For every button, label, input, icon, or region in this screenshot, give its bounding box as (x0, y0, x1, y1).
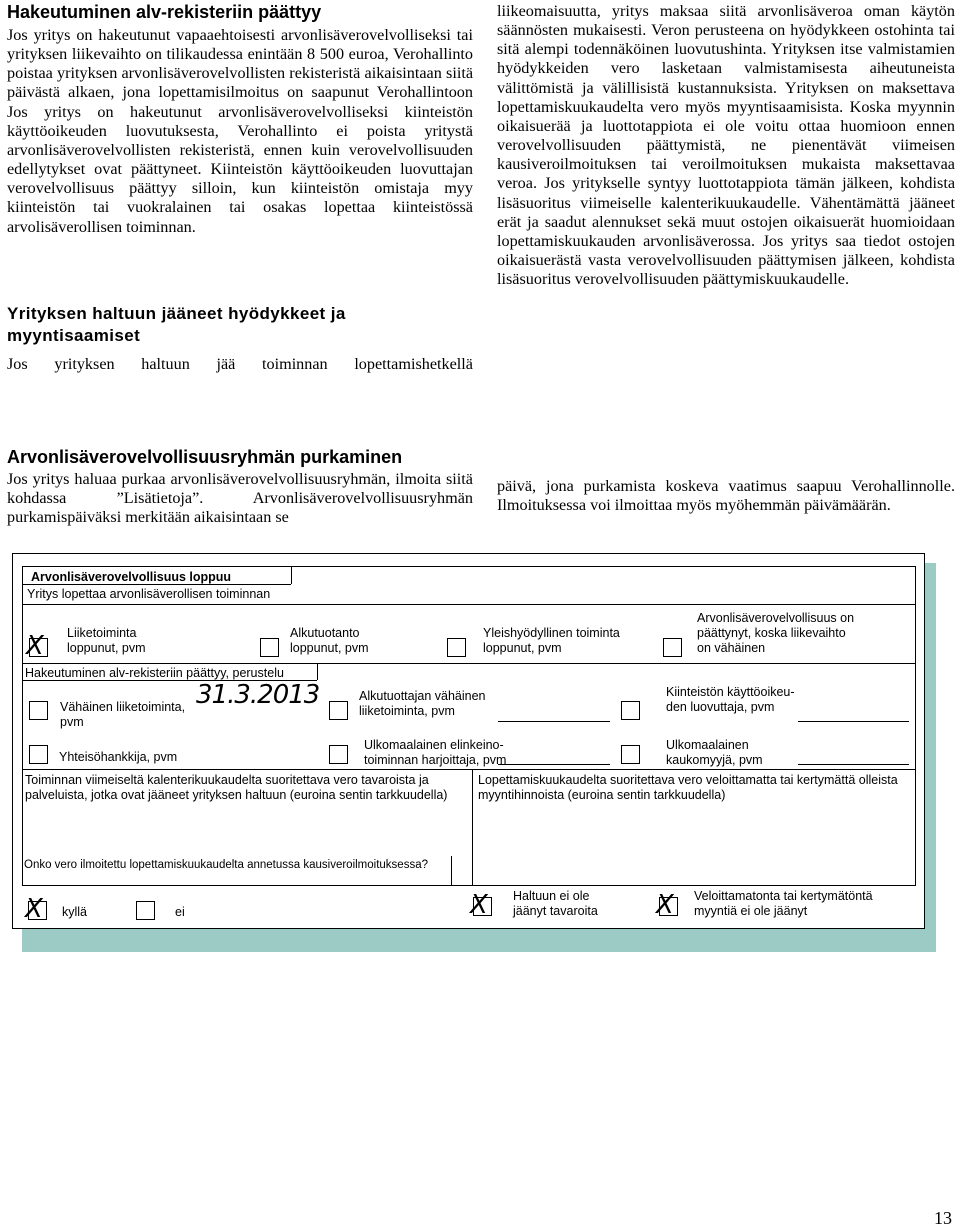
label-small-turnover: Arvonlisäverovelvollisuus on päättynyt, koska liikevaihto on vähäinen (697, 611, 855, 655)
checkbox-eu-acquirer[interactable] (29, 745, 48, 764)
form-subtitle: Yritys lopettaa arvonlisäverollisen toiminnan (27, 587, 271, 601)
label-no-goods-retained: Haltuun ei ole jäänyt tavaroita (513, 889, 598, 918)
checkbox-property-use-transferor[interactable] (621, 701, 640, 720)
checkbox-small-turnover[interactable] (663, 638, 682, 657)
form-inner (22, 566, 916, 886)
form-title-divider (23, 584, 291, 585)
checkbox-foreign-distance-seller[interactable] (621, 745, 640, 764)
section-title-registration-ends: Hakeutuminen alv-rekisteriin päättyy (7, 2, 322, 22)
reason-header (23, 663, 915, 681)
label-minor-business: Vähäinen liiketoiminta, pvm (60, 700, 186, 729)
tax-divider-v (472, 769, 473, 885)
paragraph-registration-ends: Jos yritys on hakeutunut vapaaehtoisesti arvonlisäverovelvolliseksi tai yrityksen liikevaihto on tilikaudessa enintään 8 500 euroa, Verohallinto poistaa yrityksen arvonlisäverovelvollisten rekisteristä aikaisintaan siitä päivästä alkaen, jona lopettamisilmoitus on saapunut Verohallintoon Jos yritys on hakeutunut arvonlisäverovelvolliseksi kiinteistön käyttöoikeuden luovutuksesta, Verohallinto ei poista yritystä arvonlisäverovelvollisten rekisteristä, ennen kuin verovelvollisuuden edellytykset ovat päättyneet. Kiinteistön käyttöoikeuden luovuttajan verovelvollisuus päättyy silloin, kun kiinteistön omistaja myy kiinteistön tai vuokralainen tai osakas lopettaa kiinteistössä arvolisäverollisen toiminnan. (7, 26, 473, 236)
label-business-ended: Liiketoiminta loppunut, pvm (67, 626, 146, 655)
tax-divider (23, 769, 915, 770)
section-title-assets: Yrityksen haltuun jääneet hyödykkeet ja myyntisaamiset (7, 304, 346, 345)
reason-title: Hakeutuminen alv-rekisteriin päättyy, perustelu (25, 666, 284, 680)
section-title-group-dissolution: Arvonlisäverovelvollisuusryhmän purkaminen (7, 447, 403, 467)
reason-divider-v (317, 664, 318, 680)
x-mark: X (26, 631, 44, 661)
label-property-use-transferor: Kiinteistön käyttöoikeu- den luovuttaja, pvm (666, 685, 795, 714)
label-foreign-distance-seller: Ulkomaalainen kaukomyyjä, pvm (666, 738, 763, 767)
foreign-distance-seller-date-line[interactable] (798, 764, 909, 765)
form-title-divider-v (291, 567, 292, 584)
checkbox-foreign-trader[interactable] (329, 745, 348, 764)
form-header (23, 567, 915, 605)
property-use-transferor-date-line[interactable] (798, 721, 909, 722)
checkbox-minor-primary-production[interactable] (329, 701, 348, 720)
x-mark-yes: X (25, 894, 43, 924)
minor-primary-production-date-line[interactable] (498, 721, 610, 722)
field-tax-last-month[interactable]: Toiminnan viimeiseltä kalenterikuukaudelta suoritettava vero tavaroista ja palveluista, jotka ovat jääneet yrityksen haltuun (euroina sentin tarkkuudella) (25, 773, 448, 802)
x-mark-no-unbilled: X (656, 890, 674, 920)
foreign-trader-date-line[interactable] (498, 764, 610, 765)
checkbox-yes[interactable] (25, 894, 47, 924)
label-eu-acquirer: Yhteisöhankkija, pvm (59, 750, 178, 764)
page-number: 13 (934, 1208, 952, 1228)
label-no-unbilled-sales: Veloittamatonta tai kertymätöntä myyntiä ei ole jäänyt (694, 889, 873, 918)
paragraph-group-right: päivä, jona purkamista koskeva vaatimus saapuu Verohallinnolle. Ilmoituksessa voi ilmoittaa myös myöhemmän päivämäärän. (497, 477, 955, 515)
paragraph-assets-right: liikeomaisuutta, yritys maksaa siitä arvonlisäveroa oman käytön säännösten mukaisesti. Veron perusteena on hyödykkeen ostohinta tai sitä alempi todennäköinen luovutushinta. Yrityksen itse valmistamien hyödykkeiden vero lasketaan valmistamisesta aiheutuneista välittömistä ja välillisistä kustannuksista. Yrityksen on maksettava lopettamiskuukaudelta vero myös myyntisaamisista. Koska myynnin oikaisuerää ja luottotappiota ei ole voitu ottaa huomioon ennen verovelvollisuuden päättymistä, ne pienentävät viimeisen kausiveroilmoituksen tai veroilmoituksen mukaista maksettavaa veroa. Jos yritykselle syntyy luottotappiota tämän jälkeen, kohdista lisäsuoritus viimeiselle kalenterikuukaudelle. Vähentämättä jääneet erät ja saadut alennukset sekä muut ostojen oikaisuerät huomioidaan lopettamiskuukauden arvonlisäverossa. Jos yritys saa tiedot ostojen oikaisuerästä vasta verovelvollisuuden päättymisen jälkeen, kohdista lisäsuoritus verovelvollisuuden päättymiskuukaudelle. (497, 2, 955, 289)
label-yes: kyllä (62, 905, 88, 919)
form-title: Arvonlisäverovelvollisuus loppuu (31, 570, 232, 584)
checkbox-nonprofit-ended[interactable] (447, 638, 466, 657)
checkbox-no[interactable] (136, 901, 155, 920)
label-no: ei (175, 905, 185, 919)
label-primary-production-ended: Alkutuotanto loppunut, pvm (290, 626, 369, 655)
checkbox-minor-business[interactable] (29, 701, 48, 720)
field-tax-untaxed-sales[interactable]: Lopettamiskuukaudelta suoritettava vero veloittamatta tai kertymättä olleista myyntihinnoista (euroina sentin tarkkuudella) (478, 773, 898, 802)
x-mark-no-goods: X (470, 890, 488, 920)
checkbox-no-unbilled-sales[interactable] (656, 890, 678, 920)
minor-business-date-value[interactable]: 31.3.2013 (196, 680, 320, 710)
question-label: Onko vero ilmoitettu lopettamiskuukaudelta annetussa kausiveroilmoituksessa? (24, 859, 428, 871)
checkbox-no-goods-retained[interactable] (470, 890, 492, 920)
paragraph-assets-left: Jos yrityksen haltuun jää toiminnan lopettamishetkellä (7, 355, 473, 373)
paragraph-group-left: Jos yritys haluaa purkaa arvonlisäverovelvollisuusryhmän, ilmoita siitä kohdassa ”Lisätietoja”. Arvonlisäverovelvollisuusryhmän purkamispäiväksi merkitään aikaisintaan se (7, 470, 473, 527)
label-nonprofit-ended: Yleishyödyllinen toiminta loppunut, pvm (483, 626, 620, 655)
label-foreign-trader: Ulkomaalainen elinkeino- toiminnan harjoittaja, pvm (364, 738, 507, 767)
question-box (22, 856, 452, 886)
checkbox-business-ended[interactable] (26, 631, 48, 661)
label-minor-primary-production: Alkutuottajan vähäinen liiketoiminta, pvm (359, 689, 486, 718)
checkbox-primary-production-ended[interactable] (260, 638, 279, 657)
